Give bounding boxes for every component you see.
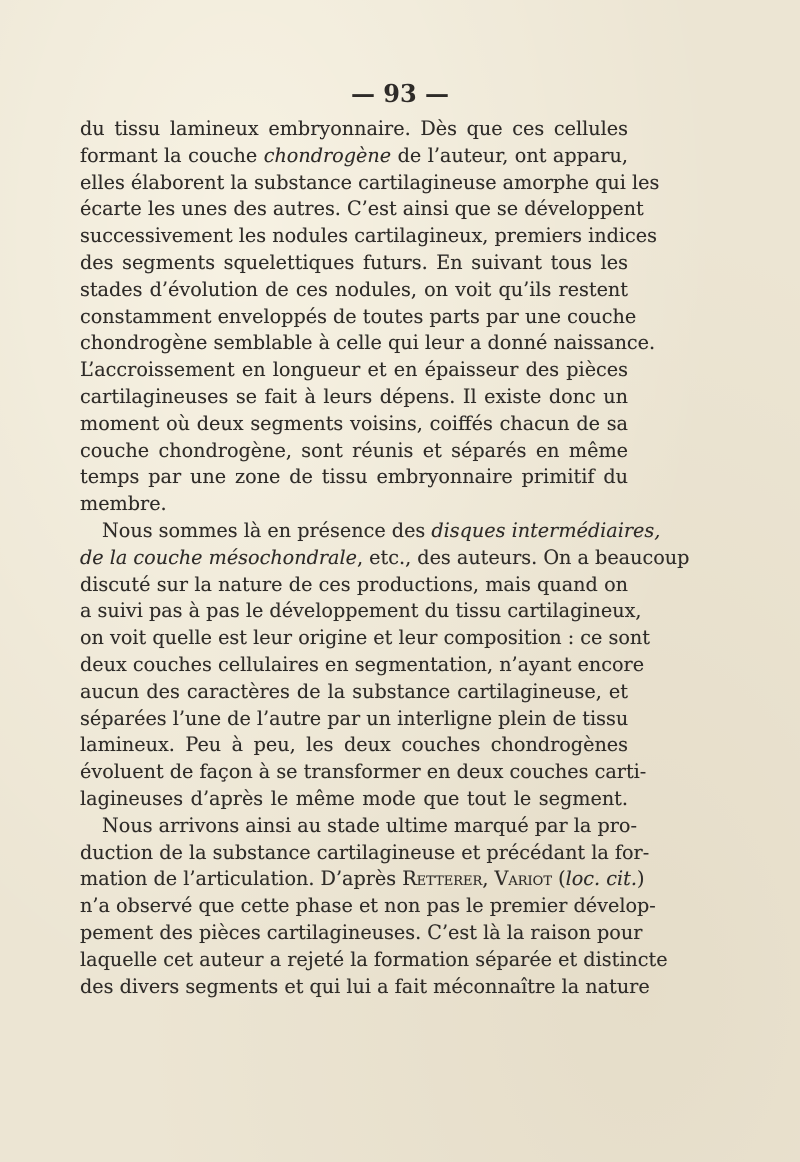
- text-line: [80, 223, 657, 250]
- text-line: [80, 840, 650, 867]
- text-segment: loc. cit.: [565, 867, 637, 891]
- text-segment: aucun des caractères de la substance cartilagineuse, et: [80, 679, 628, 703]
- text-segment: , etc., des auteurs. On a beaucoup: [356, 545, 690, 569]
- text-line: [80, 438, 628, 465]
- text-segment: ,: [482, 867, 495, 891]
- text-segment: Retterer: [402, 867, 483, 891]
- text-line: [80, 357, 628, 384]
- text-segment: L’accroissement en longueur et en épaisseur des pièces: [80, 358, 628, 382]
- text-line: [80, 572, 628, 599]
- text-line: [80, 625, 650, 652]
- text-segment: Variot: [494, 867, 553, 891]
- text-line: [80, 491, 628, 518]
- text-line: [80, 384, 628, 411]
- text-segment: discuté sur la nature de ces productions, mais quand on: [80, 572, 628, 596]
- text-line: [80, 652, 645, 679]
- page-number: — 93 —: [350, 79, 450, 108]
- text-line: [80, 679, 628, 706]
- text-segment: on voit quelle est leur origine et leur composition : ce sont: [80, 626, 650, 650]
- text-line: [80, 974, 650, 1001]
- text-segment: temps par une zone de tissu embryonnaire primitif du: [80, 465, 628, 489]
- text-line: [80, 947, 668, 974]
- text-segment: Nous sommes là en présence des: [102, 518, 432, 542]
- body-text: [80, 116, 690, 1000]
- text-segment: Nous arrivons ainsi au stade ultime marqué par la pro-: [102, 813, 637, 837]
- text-segment: évoluent de façon à se transformer en deux couches carti-: [80, 760, 647, 784]
- text-line: [80, 706, 628, 733]
- text-segment: pement des pièces cartilagineuses. C’est là la raison pour: [80, 920, 643, 944]
- text-segment: séparées l’une de l’autre par un interligne plein de tissu: [80, 706, 629, 730]
- text-line: [80, 143, 628, 170]
- text-line: [80, 786, 628, 813]
- text-segment: mation de l’articulation. D’après: [80, 867, 403, 891]
- text-segment: chondrogène semblable à celle qui leur a donné naissance.: [80, 331, 656, 355]
- text-line: [80, 464, 628, 491]
- text-segment: (: [552, 867, 566, 891]
- text-segment: laquelle cet auteur a rejeté la formation séparée et distincte: [80, 947, 668, 971]
- text-line: [80, 518, 661, 545]
- text-line: [80, 116, 628, 143]
- text-segment: disques intermédiaires,: [431, 518, 661, 542]
- text-segment: de la couche mésochondrale: [80, 545, 357, 569]
- text-segment: a suivi pas à pas le développement du tissu cartilagineux,: [80, 599, 642, 623]
- text-line: [80, 732, 628, 759]
- text-segment: de l’auteur, ont apparu,: [391, 143, 628, 167]
- text-line: [80, 411, 628, 438]
- text-line: [80, 277, 628, 304]
- text-line: [80, 170, 660, 197]
- text-segment: deux couches cellulaires en segmentation, n’ayant encore: [80, 652, 645, 676]
- text-line: [80, 304, 637, 331]
- text-line: [80, 813, 637, 840]
- text-line: [80, 866, 645, 893]
- text-segment: stades d’évolution de ces nodules, on voit qu’ils restent: [80, 277, 628, 301]
- text-segment: lamineux. Peu à peu, les deux couches chondrogènes: [80, 733, 628, 757]
- text-line: [80, 759, 647, 786]
- text-segment: membre.: [80, 492, 167, 516]
- text-line: [80, 598, 642, 625]
- text-line: [80, 920, 643, 947]
- text-segment: lagineuses d’après le même mode que tout le segment.: [80, 786, 628, 810]
- text-segment: des segments squelettiques futurs. En suivant tous les: [80, 250, 628, 274]
- text-line: [80, 545, 690, 572]
- text-segment: couche chondrogène, sont réunis et séparés en même: [80, 438, 628, 462]
- text-segment: moment où deux segments voisins, coiffés chacun de sa: [80, 411, 628, 435]
- text-segment: constamment enveloppés de toutes parts par une couche: [80, 304, 637, 328]
- text-line: [80, 330, 656, 357]
- text-segment: n’a observé que cette phase et non pas le premier dévelop-: [80, 894, 656, 918]
- text-segment: écarte les unes des autres. C’est ainsi que se développent: [80, 197, 644, 221]
- text-segment: chondrogène: [263, 143, 392, 167]
- text-segment: formant la couche: [80, 143, 264, 167]
- text-segment: cartilagineuses se fait à leurs dépens. Il existe donc un: [80, 384, 628, 408]
- text-segment: successivement les nodules cartilagineux, premiers indices: [80, 224, 657, 248]
- text-segment: ): [636, 867, 645, 891]
- text-line: [80, 893, 656, 920]
- text-line: [80, 196, 644, 223]
- text-segment: elles élaborent la substance cartilagineuse amorphe qui les: [80, 170, 660, 194]
- text-line: [80, 250, 628, 277]
- text-segment: des divers segments et qui lui a fait méconnaître la nature: [80, 974, 650, 998]
- text-segment: duction de la substance cartilagineuse et précédant la for-: [80, 840, 650, 864]
- text-segment: du tissu lamineux embryonnaire. Dès que ces cellules: [80, 117, 628, 140]
